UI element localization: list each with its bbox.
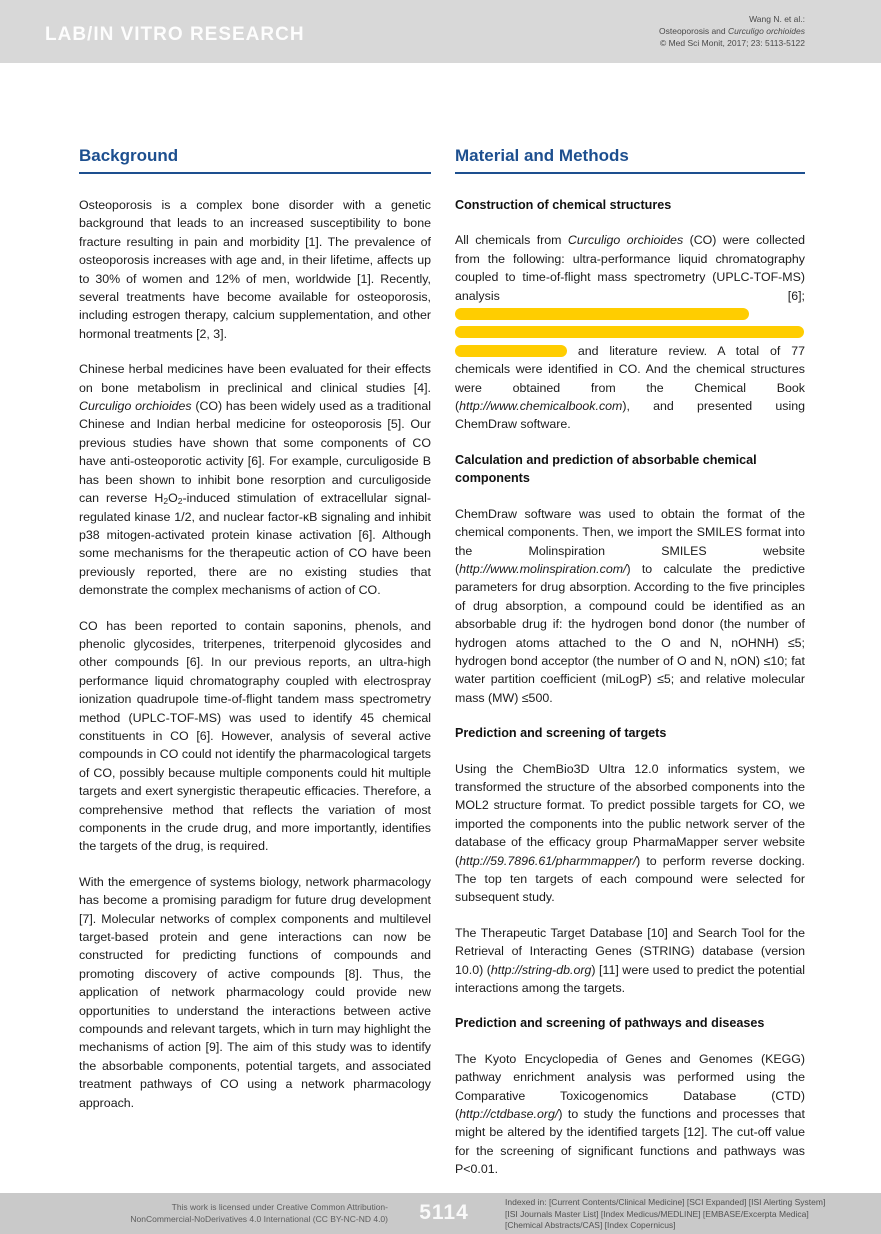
text-segment: O [168, 491, 178, 506]
background-paragraph-3: CO has been reported to contain saponins, phenols, and phenolic glycosides, triterpenes, triterpenoid glycosides and other compounds [6]. In our previous reports, an ultra-high performance liquid chromatography coupled with electrospray ionization quadrupole time-of-flight tandem mass spectrometry method (UPLC-TOF-MS) was used to identify 45 chemical constituents in CO [6]. However, analysis of several active compounds in CO could not identify the pharmacological targets of CO, possibly because multiple components could hit multiple targets and exert synergistic therapeutic efficacies. Therefore, a comprehensive method that reflects the variation of most components in the crude drug, and more importantly, identifies the targets of the drug, is required. [79, 618, 431, 854]
methods-paragraph-5 [455, 1050, 805, 1179]
text-segment: -induced stimulation of extracellular signal-regulated kinase 1/2, and nuclear factor-κB signaling and inhibit p38 mitogen-activated protein kinase activation [6]. Although some mechanisms for the therapeutic action of CO have been previously reported, there are no existing studies that demonstrate the complex mechanisms of action of CO. [79, 491, 431, 598]
subheading-targets: Prediction and screening of targets [455, 726, 667, 741]
citation-title-italic: Curculigo orchioides [727, 26, 805, 36]
species-name-italic: Curculigo orchioides [79, 399, 192, 414]
citation-title-plain: Osteoporosis and [659, 26, 728, 36]
redaction-highlight-bar [455, 308, 749, 320]
license-notice [110, 1202, 388, 1225]
page-number: 5114 [419, 1201, 469, 1224]
page-footer-band [0, 1193, 881, 1234]
text-segment: The Kyoto Encyclopedia of Genes and Genomes (KEGG) pathway enrichment analysis was performed using the Comparative Toxicogenomics Database (CTD) ( [455, 1051, 805, 1122]
text-segment: (CO) were collected from the following: ultra-performance liquid chromatography coupled to time-of-flight mass spectrometry (UPLC-TOF-MS) analysis [6]; [455, 233, 806, 303]
license-line-2: NonCommercial-NoDerivatives 4.0 International (CC BY-NC-ND 4.0) [130, 1213, 388, 1224]
text-segment: ), and presented using ChemDraw software. [455, 399, 805, 432]
indexing-line-2: [ISI Journals Master List] [Index Medicus/MEDLINE] [EMBASE/Excerpta Medica] [505, 1208, 809, 1219]
url-italic: http://ctdbase.org/ [459, 1107, 559, 1122]
subheading-pathways-diseases: Prediction and screening of pathways and diseases [455, 1016, 765, 1031]
indexing-line-3: [Chemical Abstracts/CAS] [Index Copernicus] [505, 1220, 676, 1230]
redaction-highlight-bar [455, 345, 567, 357]
methods-paragraph-4 [455, 924, 805, 998]
citation-article-title [659, 25, 805, 37]
chem-subscript: 2 [163, 496, 169, 507]
indexing-line-1: Indexed in: [Current Contents/Clinical Medicine] [SCI Expanded] [ISI Alerting System] [505, 1197, 826, 1207]
left-column [79, 146, 431, 1129]
text-segment: and literature review. A total of 77 chemicals were identified in CO. And the chemical structures were obtained from the Chemical Book ( [455, 343, 805, 414]
subheading-absorbable-components: Calculation and prediction of absorbable chemical components [455, 452, 757, 486]
url-italic: http://59.7896.61/pharmmapper/ [459, 853, 637, 868]
license-line-1: This work is licensed under Creative Common Attribution- [171, 1202, 388, 1212]
background-paragraph-4: With the emergence of systems biology, network pharmacology has become a promising paradigm for future drug development [7]. Molecular networks of complex components and multilevel target-based protein and gene interactions can now be constructed for predicting functions of compounds and promoting discovery of active compounds [8]. Thus, the application of network pharmacology could provide new opportunities to understand the interactions between active compounds and relevant targets, which in turn may highlight the mechanisms of action [9]. The aim of this study was to identify the absorbable components, potential targets, and associated treatment pathways of CO using a network pharmacology approach. [79, 874, 431, 1110]
journal-section-label: LAB/IN VITRO RESEARCH [45, 24, 305, 45]
redaction-highlight-bar [455, 326, 804, 338]
species-name-italic: Curculigo orchioides [567, 233, 684, 248]
text-segment: ) [11] were used to predict the potential interactions among the targets. [455, 962, 805, 996]
text-segment: The Therapeutic Target Database [10] and Search Tool for the Retrieval of Interacting Genes (STRING) database (version 10.0) ( [455, 925, 805, 977]
background-paragraph-2 [79, 360, 431, 599]
text-segment: Using the ChemBio3D Ultra 12.0 informatics system, we transformed the structure of the absorbed components into the MOL2 structure format. To predict possible targets for CO, we imported the components into the public network server of the database of the efficacy group PharmaMapper server website ( [455, 761, 805, 868]
indexing-list [505, 1197, 865, 1232]
url-italic: http://www.chemicalbook.com [459, 399, 623, 414]
methods-paragraph-1 [455, 231, 805, 433]
chem-subscript: 2 [177, 496, 183, 507]
methods-section-heading: Material and Methods [455, 146, 805, 174]
url-italic: http://www.molinspiration.com/ [459, 561, 627, 576]
citation-authors: Wang N. et al.: [749, 14, 805, 24]
right-column [455, 146, 805, 1196]
text-segment: All chemicals from [455, 233, 568, 248]
text-segment: ) to perform reverse docking. The top ten targets of each compound were selected for subsequent study. [455, 853, 805, 905]
background-paragraph-1: Osteoporosis is a complex bone disorder with a genetic background that leads to an increased susceptibility to bone fracture resulting in pain and morbidity [1]. The prevalence of osteoporosis increases with age and, in their lifetime, affects up to 30% of women and 12% of men, worldwide [1]. Recently, several treatments have become available for osteoporosis, including estrogen therapy, calcium supplementation, and other hormonal treatments [2, 3]. [79, 198, 431, 341]
text-segment: ChemDraw software was used to obtain the format of the chemical components. Then, we import the SMILES format into the Molinspiration SMILES website ( [455, 506, 805, 576]
page-header-band [0, 0, 881, 63]
subheading-chemical-structures: Construction of chemical structures [455, 198, 672, 212]
text-segment: ) to calculate the predictive parameters for drug absorption. According to the five principles of drug absorption, a compound could be identified as an absorbable drug if: the hydrogen bond donor (the number of hydrogen atoms attached to the O and N, nOHNH) ≤5; hydrogen bond acceptor (the number of O and N, nON) ≤10; fat water partition coefficient (miLogP) ≤5; and relative molecular mass (MW) ≤500. [455, 561, 805, 705]
text-segment: Chinese herbal medicines have been evaluated for their effects on bone metabolism in preclinical and clinical studies [4]. [79, 362, 431, 395]
url-italic: http://string-db.org [490, 962, 592, 977]
text-segment: ) to study the functions and processes that might be altered by the identified targets [12]. The cut-off value for the screening of significant functions and pathways was P<0.01. [455, 1107, 805, 1177]
methods-paragraph-2 [455, 505, 805, 707]
running-head-citation [659, 13, 805, 49]
methods-paragraph-3 [455, 760, 805, 907]
text-segment: (CO) has been widely used as a traditional Chinese and Indian herbal medicine for osteoporosis [5]. Our previous studies have shown that some components of CO have anti-osteoporotic activity [6]. For example, curculigoside B has been shown to inhibit bone resorption and curculigoside can reverse H [79, 399, 431, 506]
background-section-heading: Background [79, 146, 431, 174]
citation-source: © Med Sci Monit, 2017; 23: 5113-5122 [659, 38, 805, 48]
